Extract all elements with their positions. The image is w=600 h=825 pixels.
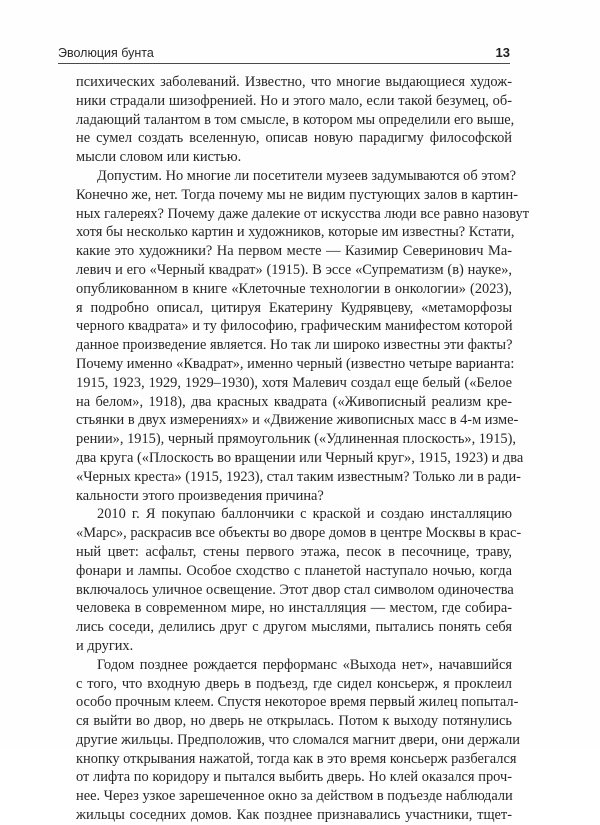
text-line: Допустим. Но многие ли посетители музеев задумываются об этом? — [97, 167, 516, 184]
text-line: на белом», 1918), два красных квадрата («Живописный реализм кре- — [76, 393, 512, 410]
text-line: 1915, 1923, 1929, 1929–1930), хотя Малевич создал еще белый («Белое — [76, 374, 512, 391]
text-line: хотя бы несколько картин и художников, которые им известны? Кстати, — [76, 224, 515, 241]
text-line: с того, что входную дверь в подъезд, где сидел консьерж, я проклеил — [76, 675, 512, 692]
text-line: рении», 1915), черный прямоугольник («Удлиненная плоскость», 1915), — [76, 431, 516, 448]
text-line: кальности этого произведения причина? — [76, 487, 324, 504]
text-line: мысли словом или кистью. — [76, 149, 242, 166]
text-line: данное произведение является. Но так ли широко известны эти факты? — [76, 337, 513, 354]
text-line: жильцы соседних домов. Как позднее признавались участники, тщет- — [76, 807, 512, 824]
text-line: я подробно описал, цитируя Екатерину Кудрявцеву, «метаморфозы — [76, 299, 512, 316]
text-line: два круга («Плоскость во вращении или Черный круг», 1915, 1923) и два — [76, 449, 524, 466]
text-line: фонари и лампы. Особое сходство с планетой наступало ночью, когда — [76, 562, 512, 579]
text-line: какие это художники? На первом месте — Казимир Северинович Ма- — [76, 243, 512, 260]
paragraph-3 — [76, 505, 522, 655]
text-line: лись соседи, делились друг с другом мыслями, пытались понять себя — [76, 619, 512, 636]
paragraph-4 — [76, 656, 520, 825]
text-line: левич и его «Черный квадрат» (1915). В эссе «Супрематизм (в) науке», — [76, 261, 512, 278]
text-line: особо прочным клеем. Спустя некоторое время первый жилец попытал- — [76, 694, 519, 711]
text-line: черного квадрата» и ту философию, графическим манифестом которой — [76, 318, 513, 335]
running-header — [58, 45, 510, 64]
text-line: ся выйти во двор, но дверь не открылась. Потом к выходу потянулись — [76, 713, 512, 730]
text-line: Годом позднее рождается перформанс «Выхода нет», начавшийся — [97, 656, 512, 673]
body-text — [76, 73, 530, 825]
paragraph-1 — [76, 73, 515, 167]
running-title: Эволюция бунта — [58, 46, 154, 60]
text-line: ный цвет: асфальт, стены первого этажа, песок в песочнице, траву, — [76, 543, 512, 560]
text-line: «Черных креста» (1915, 1923), стал таким известным? Только ли в ради- — [76, 468, 521, 485]
text-line: человека в современном мире, но инсталляция — местом, где собира- — [76, 600, 512, 617]
text-line: психических заболеваний. Известно, что многие выдающиеся худож- — [76, 74, 512, 90]
text-line: и других. — [76, 637, 134, 654]
text-line: Конечно же, нет. Тогда почему мы не видим пустующих залов в картин- — [76, 186, 519, 203]
text-line: другие жильцы. Предположив, что сломался магнит двери, они держали — [76, 731, 520, 748]
page-number: 13 — [495, 45, 510, 60]
text-line: Почему именно «Квадрат», именно черный (известно четыре варианта: — [76, 355, 515, 372]
text-line: «Марс», раскрасив все объекты во дворе домов в центре Москвы в крас- — [76, 525, 522, 542]
text-line: 2010 г. Я покупаю баллончики с краской и создаю инсталляцию — [97, 506, 512, 523]
paragraph-2 — [76, 167, 530, 505]
text-line: стьянки в двух измерениях» и «Движение живописных масс в 4-м изме- — [76, 412, 519, 429]
text-line: от лифта по коридору и пытался выбить дверь. Но клей оказался проч- — [76, 769, 512, 786]
text-line: не сумел создать вселенную, описав новую парадигму философской — [76, 130, 512, 147]
text-line: нее. Через узкое зарешеченное окно за действом в подъезде наблюдали — [76, 788, 513, 805]
text-line: кнопку открывания нажатой, тогда как в это время консьерж разбегался — [76, 750, 517, 767]
text-line: ники страдали шизофренией. Но и этого мало, если такой безумец, об- — [76, 92, 512, 109]
text-line: опубликованном в книге «Клеточные технологии в онкологии» (2023), — [76, 280, 512, 297]
text-line: ных галереях? Почему даже далекие от искусства люди все равно назовут — [76, 205, 530, 222]
text-line: включалось уличное освещение. Этот двор стал символом одиночества — [76, 581, 514, 598]
text-line: ладающий талантом в том смысле, в котором мы определили его выше, — [76, 111, 515, 128]
